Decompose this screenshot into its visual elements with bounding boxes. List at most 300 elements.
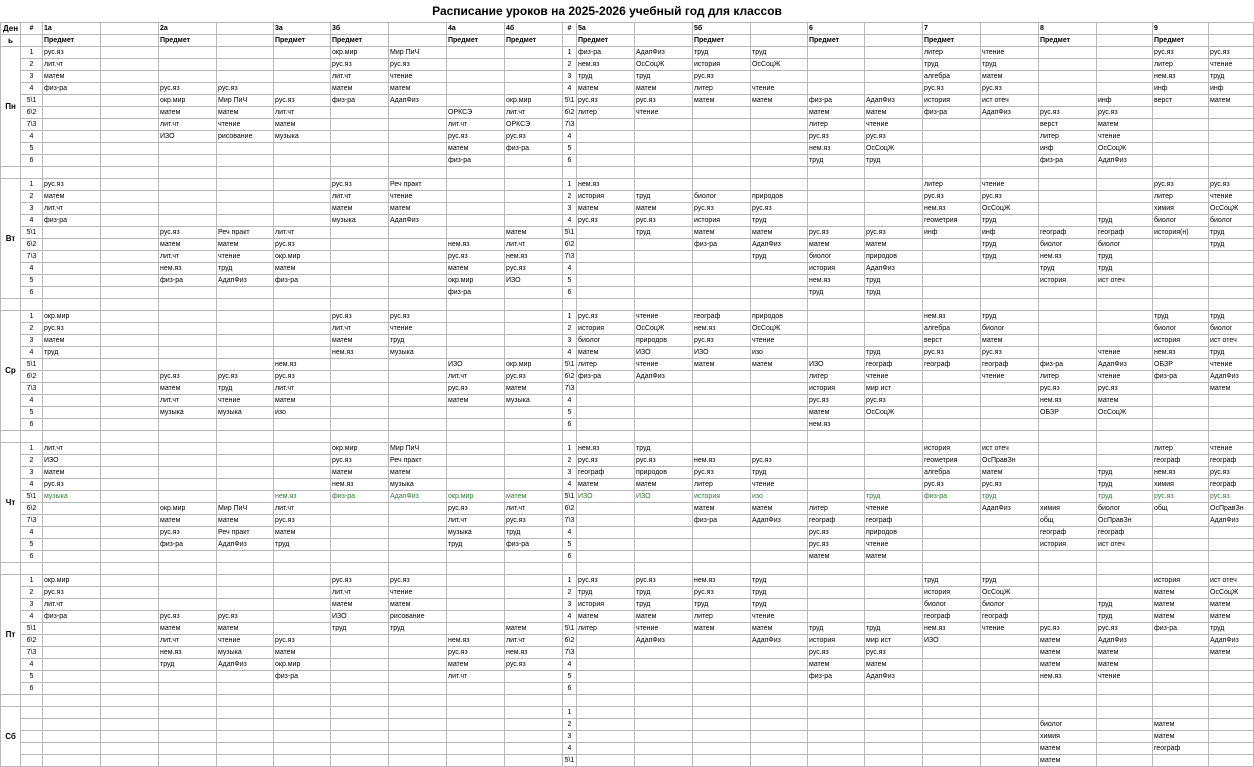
lesson-cell[interactable] — [865, 575, 923, 587]
lesson-number-right[interactable]: 4 — [563, 215, 577, 227]
lesson-cell[interactable]: географ — [981, 611, 1039, 623]
lesson-number[interactable] — [21, 743, 43, 755]
lesson-cell[interactable] — [101, 251, 159, 263]
lesson-cell[interactable]: лит.чт — [331, 71, 389, 83]
lesson-cell[interactable] — [1153, 419, 1209, 431]
lesson-cell[interactable]: нем.яз — [1039, 395, 1097, 407]
lesson-cell[interactable] — [1209, 707, 1254, 719]
lesson-cell[interactable] — [577, 671, 635, 683]
lesson-cell[interactable] — [577, 275, 635, 287]
lesson-cell[interactable] — [1209, 551, 1254, 563]
lesson-cell[interactable] — [274, 71, 331, 83]
spacer-cell[interactable] — [865, 695, 923, 707]
lesson-cell[interactable] — [1039, 179, 1097, 191]
lesson-cell[interactable]: труд — [751, 587, 808, 599]
lesson-cell[interactable]: лит.чт — [159, 395, 217, 407]
lesson-cell[interactable] — [274, 47, 331, 59]
lesson-cell[interactable] — [1039, 587, 1097, 599]
lesson-cell[interactable]: физ-ра — [447, 287, 505, 299]
lesson-cell[interactable] — [865, 599, 923, 611]
lesson-cell[interactable] — [923, 275, 981, 287]
lesson-number-right[interactable]: 3 — [563, 467, 577, 479]
lesson-cell[interactable]: чтение — [865, 119, 923, 131]
lesson-cell[interactable] — [1039, 335, 1097, 347]
lesson-cell[interactable]: матем — [447, 395, 505, 407]
lesson-cell[interactable] — [331, 263, 389, 275]
spacer-cell[interactable] — [563, 299, 577, 311]
lesson-cell[interactable] — [808, 215, 865, 227]
lesson-cell[interactable] — [505, 467, 563, 479]
lesson-cell[interactable] — [43, 647, 101, 659]
lesson-cell[interactable]: ИЗО — [505, 275, 563, 287]
lesson-cell[interactable] — [635, 539, 693, 551]
lesson-cell[interactable]: АдапФиз — [751, 515, 808, 527]
lesson-cell[interactable] — [981, 287, 1039, 299]
lesson-cell[interactable]: ОРКСЭ — [505, 119, 563, 131]
lesson-cell[interactable] — [331, 107, 389, 119]
lesson-cell[interactable] — [808, 467, 865, 479]
lesson-cell[interactable]: ист отеч — [981, 95, 1039, 107]
lesson-cell[interactable]: матем — [1039, 755, 1097, 767]
lesson-number-right[interactable]: 3 — [563, 731, 577, 743]
header-subject[interactable] — [751, 35, 808, 47]
header-class[interactable] — [981, 23, 1039, 35]
lesson-cell[interactable]: лит.чт — [43, 203, 101, 215]
spacer-cell[interactable] — [505, 167, 563, 179]
lesson-cell[interactable] — [217, 455, 274, 467]
lesson-cell[interactable]: чтение — [751, 335, 808, 347]
lesson-cell[interactable]: природов — [635, 467, 693, 479]
lesson-cell[interactable] — [331, 359, 389, 371]
lesson-cell[interactable]: АдапФиз — [865, 95, 923, 107]
lesson-cell[interactable] — [43, 503, 101, 515]
spacer-cell[interactable] — [865, 563, 923, 575]
lesson-cell[interactable]: труд — [808, 623, 865, 635]
spacer-cell[interactable] — [331, 563, 389, 575]
lesson-cell[interactable] — [1039, 443, 1097, 455]
lesson-cell[interactable] — [274, 599, 331, 611]
lesson-cell[interactable] — [865, 83, 923, 95]
lesson-cell[interactable]: нем.яз — [159, 263, 217, 275]
lesson-cell[interactable] — [217, 359, 274, 371]
lesson-number-right[interactable]: 6\2 — [563, 107, 577, 119]
lesson-number[interactable]: 6\2 — [21, 107, 43, 119]
lesson-cell[interactable] — [505, 179, 563, 191]
lesson-cell[interactable] — [274, 467, 331, 479]
lesson-cell[interactable]: труд — [635, 191, 693, 203]
header-subject[interactable]: Предмет — [808, 35, 865, 47]
lesson-cell[interactable]: биолог — [1039, 719, 1097, 731]
lesson-cell[interactable] — [389, 107, 447, 119]
lesson-cell[interactable] — [577, 287, 635, 299]
lesson-cell[interactable] — [274, 287, 331, 299]
lesson-cell[interactable]: матем — [274, 395, 331, 407]
lesson-cell[interactable]: нем.яз — [1153, 71, 1209, 83]
header-subject[interactable] — [101, 35, 159, 47]
lesson-cell[interactable] — [577, 719, 635, 731]
lesson-cell[interactable]: географ — [1039, 527, 1097, 539]
lesson-cell[interactable] — [447, 95, 505, 107]
lesson-cell[interactable] — [505, 479, 563, 491]
lesson-cell[interactable] — [1039, 215, 1097, 227]
lesson-cell[interactable]: АдапФиз — [389, 95, 447, 107]
lesson-cell[interactable]: рус.яз — [331, 59, 389, 71]
lesson-cell[interactable]: история — [923, 443, 981, 455]
lesson-cell[interactable]: ИЗО — [159, 131, 217, 143]
lesson-number[interactable]: 6 — [21, 419, 43, 431]
lesson-cell[interactable] — [923, 515, 981, 527]
header-subject[interactable]: Предмет — [577, 35, 635, 47]
lesson-cell[interactable]: ОсСоцЖ — [1209, 587, 1254, 599]
lesson-cell[interactable] — [101, 419, 159, 431]
lesson-cell[interactable]: ОсСоцЖ — [751, 323, 808, 335]
lesson-cell[interactable]: рисование — [217, 131, 274, 143]
lesson-cell[interactable]: рус.яз — [159, 83, 217, 95]
lesson-cell[interactable]: биолог — [1097, 503, 1153, 515]
lesson-cell[interactable] — [751, 371, 808, 383]
spacer-cell[interactable] — [981, 167, 1039, 179]
lesson-cell[interactable] — [505, 551, 563, 563]
lesson-cell[interactable]: труд — [751, 47, 808, 59]
lesson-cell[interactable] — [751, 107, 808, 119]
lesson-number-right[interactable]: 3 — [563, 203, 577, 215]
lesson-cell[interactable] — [159, 71, 217, 83]
lesson-cell[interactable] — [1097, 203, 1153, 215]
lesson-cell[interactable] — [101, 383, 159, 395]
lesson-cell[interactable]: физ-ра — [505, 143, 563, 155]
spacer-cell[interactable] — [577, 299, 635, 311]
lesson-cell[interactable]: матем — [751, 503, 808, 515]
lesson-cell[interactable] — [923, 395, 981, 407]
lesson-cell[interactable]: труд — [1097, 611, 1153, 623]
lesson-cell[interactable]: физ-ра — [159, 275, 217, 287]
lesson-cell[interactable] — [43, 119, 101, 131]
header-subject[interactable]: Предмет — [505, 35, 563, 47]
lesson-cell[interactable]: ОсСоцЖ — [1097, 143, 1153, 155]
lesson-cell[interactable] — [101, 491, 159, 503]
lesson-cell[interactable]: труд — [693, 599, 751, 611]
lesson-cell[interactable]: литер — [1153, 443, 1209, 455]
lesson-cell[interactable] — [331, 635, 389, 647]
spacer-cell[interactable] — [635, 299, 693, 311]
lesson-cell[interactable]: АдапФиз — [1209, 371, 1254, 383]
lesson-cell[interactable]: нем.яз — [1039, 671, 1097, 683]
lesson-cell[interactable] — [1039, 683, 1097, 695]
lesson-cell[interactable] — [808, 455, 865, 467]
lesson-cell[interactable] — [693, 419, 751, 431]
lesson-cell[interactable] — [808, 347, 865, 359]
lesson-cell[interactable] — [635, 647, 693, 659]
lesson-cell[interactable] — [923, 719, 981, 731]
lesson-cell[interactable]: рус.яз — [389, 311, 447, 323]
lesson-cell[interactable]: труд — [981, 59, 1039, 71]
lesson-cell[interactable] — [389, 131, 447, 143]
lesson-cell[interactable]: труд — [635, 227, 693, 239]
spacer-cell[interactable] — [447, 563, 505, 575]
lesson-cell[interactable]: биолог — [808, 251, 865, 263]
header-class[interactable]: 5а — [577, 23, 635, 35]
lesson-cell[interactable] — [1209, 407, 1254, 419]
lesson-number-right[interactable]: 2 — [563, 455, 577, 467]
lesson-cell[interactable] — [331, 755, 389, 767]
lesson-cell[interactable]: окр.мир — [331, 47, 389, 59]
lesson-cell[interactable] — [1097, 719, 1153, 731]
lesson-cell[interactable] — [1153, 251, 1209, 263]
lesson-cell[interactable] — [217, 143, 274, 155]
lesson-cell[interactable]: физ-ра — [923, 491, 981, 503]
lesson-cell[interactable]: труд — [635, 587, 693, 599]
lesson-cell[interactable] — [808, 707, 865, 719]
spacer-cell[interactable] — [1209, 563, 1254, 575]
lesson-cell[interactable]: история — [693, 491, 751, 503]
lesson-cell[interactable] — [981, 263, 1039, 275]
lesson-number[interactable]: 7\3 — [21, 383, 43, 395]
lesson-cell[interactable] — [693, 251, 751, 263]
lesson-cell[interactable]: рус.яз — [981, 347, 1039, 359]
lesson-cell[interactable] — [1153, 263, 1209, 275]
lesson-cell[interactable] — [865, 611, 923, 623]
lesson-cell[interactable]: алгебра — [923, 467, 981, 479]
lesson-cell[interactable]: рус.яз — [808, 527, 865, 539]
lesson-cell[interactable]: лит.чт — [159, 119, 217, 131]
spacer-cell[interactable] — [389, 431, 447, 443]
lesson-cell[interactable]: труд — [693, 47, 751, 59]
lesson-number-right[interactable]: 7\3 — [563, 515, 577, 527]
lesson-cell[interactable] — [43, 239, 101, 251]
lesson-cell[interactable]: рус.яз — [1153, 47, 1209, 59]
lesson-cell[interactable] — [751, 707, 808, 719]
lesson-cell[interactable] — [447, 83, 505, 95]
lesson-number[interactable]: 3 — [21, 599, 43, 611]
lesson-cell[interactable] — [159, 491, 217, 503]
lesson-cell[interactable]: физ-ра — [331, 491, 389, 503]
lesson-cell[interactable] — [101, 359, 159, 371]
lesson-cell[interactable]: чтение — [751, 479, 808, 491]
lesson-number-right[interactable]: 4 — [563, 83, 577, 95]
spacer-cell[interactable] — [577, 563, 635, 575]
lesson-cell[interactable]: труд — [981, 215, 1039, 227]
spacer-cell[interactable] — [21, 167, 43, 179]
spacer-cell[interactable] — [21, 563, 43, 575]
lesson-cell[interactable]: матем — [981, 467, 1039, 479]
lesson-cell[interactable]: природов — [751, 311, 808, 323]
lesson-cell[interactable]: матем — [808, 239, 865, 251]
day-label[interactable]: Пт — [1, 575, 21, 695]
lesson-cell[interactable] — [1209, 131, 1254, 143]
lesson-cell[interactable] — [101, 323, 159, 335]
lesson-cell[interactable] — [274, 455, 331, 467]
lesson-cell[interactable]: матем — [505, 623, 563, 635]
lesson-cell[interactable] — [389, 119, 447, 131]
lesson-cell[interactable] — [331, 275, 389, 287]
lesson-number-right[interactable]: 4 — [563, 263, 577, 275]
lesson-cell[interactable] — [389, 671, 447, 683]
lesson-cell[interactable] — [1097, 707, 1153, 719]
lesson-cell[interactable]: нем.яз — [1039, 251, 1097, 263]
lesson-cell[interactable]: матем — [981, 335, 1039, 347]
lesson-cell[interactable]: чтение — [981, 623, 1039, 635]
lesson-cell[interactable] — [923, 143, 981, 155]
lesson-cell[interactable]: биолог — [1153, 323, 1209, 335]
lesson-cell[interactable]: матем — [1097, 119, 1153, 131]
lesson-cell[interactable]: матем — [274, 647, 331, 659]
lesson-cell[interactable] — [1097, 191, 1153, 203]
lesson-cell[interactable]: рус.яз — [43, 47, 101, 59]
lesson-cell[interactable] — [693, 395, 751, 407]
lesson-cell[interactable]: нем.яз — [505, 251, 563, 263]
lesson-cell[interactable]: инф — [1039, 143, 1097, 155]
lesson-cell[interactable]: нем.яз — [693, 455, 751, 467]
spacer-cell[interactable] — [808, 167, 865, 179]
lesson-cell[interactable]: рус.яз — [808, 395, 865, 407]
spacer-cell[interactable] — [389, 299, 447, 311]
lesson-cell[interactable]: лит.чт — [447, 119, 505, 131]
lesson-cell[interactable]: географ — [1153, 455, 1209, 467]
lesson-cell[interactable] — [331, 719, 389, 731]
lesson-cell[interactable] — [1039, 479, 1097, 491]
header-class[interactable] — [865, 23, 923, 35]
lesson-cell[interactable] — [389, 419, 447, 431]
lesson-cell[interactable] — [274, 443, 331, 455]
lesson-cell[interactable]: ИЗО — [331, 611, 389, 623]
lesson-cell[interactable] — [635, 275, 693, 287]
lesson-cell[interactable] — [1209, 731, 1254, 743]
lesson-cell[interactable] — [505, 71, 563, 83]
lesson-cell[interactable] — [101, 551, 159, 563]
spacer-cell[interactable] — [159, 299, 217, 311]
lesson-cell[interactable] — [101, 83, 159, 95]
lesson-cell[interactable]: нем.яз — [577, 443, 635, 455]
lesson-cell[interactable]: нем.яз — [808, 275, 865, 287]
lesson-number-right[interactable]: 5 — [563, 671, 577, 683]
spacer-cell[interactable] — [981, 563, 1039, 575]
lesson-cell[interactable]: географ — [1209, 479, 1254, 491]
lesson-number[interactable]: 5\1 — [21, 491, 43, 503]
lesson-cell[interactable]: лит.чт — [505, 107, 563, 119]
lesson-cell[interactable]: рус.яз — [217, 371, 274, 383]
lesson-cell[interactable]: нем.яз — [808, 419, 865, 431]
spacer-cell[interactable] — [577, 695, 635, 707]
day-label[interactable]: Пн — [1, 47, 21, 167]
lesson-cell[interactable]: природов — [635, 335, 693, 347]
lesson-cell[interactable]: ИЗО — [923, 635, 981, 647]
lesson-cell[interactable]: биолог — [981, 599, 1039, 611]
lesson-cell[interactable] — [217, 215, 274, 227]
lesson-number[interactable]: 7\3 — [21, 251, 43, 263]
lesson-cell[interactable] — [693, 731, 751, 743]
lesson-cell[interactable] — [693, 755, 751, 767]
lesson-cell[interactable] — [635, 119, 693, 131]
lesson-cell[interactable]: чтение — [981, 47, 1039, 59]
lesson-cell[interactable] — [505, 203, 563, 215]
lesson-cell[interactable]: химия — [1153, 203, 1209, 215]
lesson-cell[interactable]: труд — [981, 575, 1039, 587]
lesson-cell[interactable]: литер — [693, 83, 751, 95]
lesson-cell[interactable] — [389, 647, 447, 659]
lesson-cell[interactable]: ист отеч — [981, 443, 1039, 455]
header-subject[interactable]: Предмет — [693, 35, 751, 47]
lesson-cell[interactable] — [389, 287, 447, 299]
lesson-cell[interactable]: история — [1039, 275, 1097, 287]
lesson-cell[interactable] — [1209, 755, 1254, 767]
spacer-cell[interactable] — [101, 299, 159, 311]
lesson-cell[interactable] — [635, 743, 693, 755]
lesson-number-right[interactable]: 4 — [563, 347, 577, 359]
header-subject[interactable]: Предмет — [1153, 35, 1209, 47]
lesson-cell[interactable]: рус.яз — [43, 323, 101, 335]
lesson-cell[interactable]: матем — [751, 623, 808, 635]
lesson-cell[interactable] — [159, 455, 217, 467]
lesson-cell[interactable] — [1039, 467, 1097, 479]
spacer-cell[interactable] — [21, 695, 43, 707]
lesson-cell[interactable]: биолог — [1209, 215, 1254, 227]
lesson-cell[interactable] — [808, 575, 865, 587]
spacer-cell[interactable] — [751, 167, 808, 179]
lesson-cell[interactable]: рус.яз — [1209, 491, 1254, 503]
lesson-cell[interactable] — [981, 407, 1039, 419]
lesson-cell[interactable] — [43, 95, 101, 107]
lesson-cell[interactable] — [693, 107, 751, 119]
lesson-number-right[interactable]: 5 — [563, 407, 577, 419]
lesson-cell[interactable] — [505, 731, 563, 743]
lesson-cell[interactable] — [217, 203, 274, 215]
lesson-cell[interactable] — [101, 191, 159, 203]
lesson-cell[interactable]: труд — [389, 623, 447, 635]
lesson-cell[interactable]: матем — [1039, 659, 1097, 671]
lesson-cell[interactable] — [693, 635, 751, 647]
lesson-cell[interactable] — [447, 335, 505, 347]
lesson-cell[interactable]: чтение — [981, 371, 1039, 383]
lesson-cell[interactable] — [389, 539, 447, 551]
header-class[interactable]: 1а — [43, 23, 101, 35]
lesson-cell[interactable] — [217, 71, 274, 83]
lesson-cell[interactable] — [1097, 683, 1153, 695]
lesson-cell[interactable] — [1153, 275, 1209, 287]
spacer-cell[interactable] — [1, 431, 21, 443]
lesson-cell[interactable] — [1097, 455, 1153, 467]
lesson-number[interactable]: 7\3 — [21, 119, 43, 131]
lesson-cell[interactable]: рус.яз — [159, 227, 217, 239]
lesson-cell[interactable]: литер — [808, 119, 865, 131]
lesson-cell[interactable] — [101, 95, 159, 107]
lesson-cell[interactable] — [751, 383, 808, 395]
lesson-cell[interactable]: матем — [693, 623, 751, 635]
lesson-cell[interactable]: матем — [577, 611, 635, 623]
lesson-cell[interactable]: труд — [1209, 239, 1254, 251]
lesson-cell[interactable]: Мир ПиЧ — [389, 443, 447, 455]
lesson-cell[interactable] — [389, 371, 447, 383]
lesson-cell[interactable] — [808, 755, 865, 767]
lesson-cell[interactable] — [577, 659, 635, 671]
lesson-cell[interactable] — [693, 287, 751, 299]
lesson-cell[interactable] — [101, 683, 159, 695]
spacer-cell[interactable] — [563, 695, 577, 707]
lesson-cell[interactable] — [577, 119, 635, 131]
lesson-cell[interactable] — [1153, 155, 1209, 167]
spacer-cell[interactable] — [693, 299, 751, 311]
lesson-cell[interactable]: рус.яз — [447, 503, 505, 515]
lesson-cell[interactable] — [1153, 515, 1209, 527]
lesson-cell[interactable] — [1039, 551, 1097, 563]
lesson-cell[interactable]: ист отеч — [1209, 575, 1254, 587]
lesson-cell[interactable] — [865, 467, 923, 479]
lesson-cell[interactable]: лит.чт — [447, 371, 505, 383]
lesson-cell[interactable]: биолог — [1097, 239, 1153, 251]
lesson-cell[interactable]: матем — [1097, 647, 1153, 659]
lesson-cell[interactable] — [923, 503, 981, 515]
lesson-number-right[interactable]: 2 — [563, 191, 577, 203]
lesson-number-right[interactable]: 5\1 — [563, 491, 577, 503]
